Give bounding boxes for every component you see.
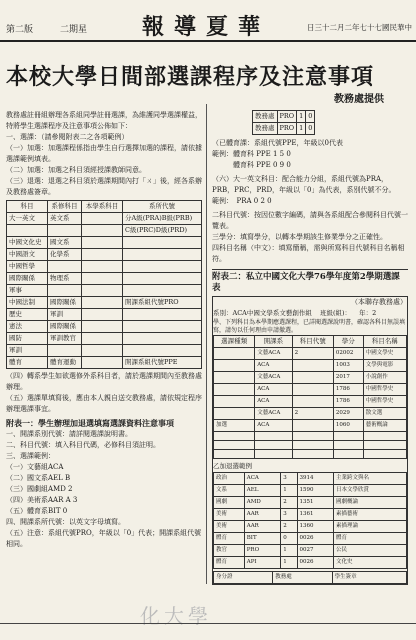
form2-cell: 1360 bbox=[297, 521, 333, 533]
course-table-cell bbox=[123, 273, 202, 285]
form2-row bbox=[214, 545, 407, 557]
form2-row bbox=[214, 533, 407, 545]
course-table-row bbox=[7, 285, 202, 297]
form2-cell: 美術 bbox=[214, 521, 245, 533]
course-table-row bbox=[7, 357, 202, 369]
note-line: 範例：體育科 PPE 1 5 0 bbox=[212, 150, 291, 158]
right-column bbox=[212, 110, 408, 585]
form-cell: 02002 bbox=[333, 348, 363, 360]
form-row bbox=[214, 432, 407, 441]
form-header-cell: 開課系 bbox=[255, 336, 292, 348]
course-table-cell: 物理系 bbox=[48, 273, 82, 285]
table-header-cell: 系所代號 bbox=[123, 201, 202, 213]
form-row bbox=[214, 441, 407, 450]
note-line: 三學分：填寫學分，以轉本學期該生修業學分之正確性。 bbox=[212, 233, 387, 241]
form-cell bbox=[214, 384, 255, 396]
course-table-row bbox=[7, 321, 202, 333]
form-cell: 1003 bbox=[333, 360, 363, 372]
form-table bbox=[213, 335, 407, 459]
form-cell bbox=[214, 372, 255, 384]
form2-cell: 體育 bbox=[214, 533, 245, 545]
course-table-cell bbox=[81, 261, 122, 273]
article-headline: 本校大學日間部選課程序及注意事項 bbox=[6, 64, 375, 90]
form-meta bbox=[213, 308, 407, 319]
form-cell bbox=[255, 441, 292, 450]
form-cell bbox=[292, 420, 333, 432]
course-table-row bbox=[7, 273, 202, 285]
form2-cell: 素描藝術 bbox=[334, 509, 407, 521]
form2-title: 乙加退選範例 bbox=[213, 462, 252, 470]
form-cell: 1786 bbox=[333, 396, 363, 408]
sign-cell: 學生簽章 bbox=[332, 572, 406, 584]
form-row bbox=[214, 408, 407, 420]
masthead-date: 日三十二月二年七十七國民華中 bbox=[307, 23, 412, 32]
course-table-cell bbox=[123, 261, 202, 273]
right-top-table-cell: 0 bbox=[306, 111, 315, 123]
form-cell bbox=[255, 432, 292, 441]
course-table-cell: 分A級(PRA)B級(PRB) bbox=[123, 213, 202, 225]
form2-cell: 3914 bbox=[297, 473, 333, 485]
right-top-table-cell: 0 bbox=[306, 123, 315, 135]
course-table-cell: 軍訓教官 bbox=[48, 333, 82, 345]
form-row bbox=[214, 450, 407, 459]
course-table-cell bbox=[123, 333, 202, 345]
course-table-cell bbox=[81, 333, 122, 345]
form-cell bbox=[214, 441, 255, 450]
form-cell: ACA bbox=[255, 360, 292, 372]
section-items bbox=[6, 528, 202, 550]
form2-row bbox=[214, 509, 407, 521]
form2-row bbox=[214, 521, 407, 533]
form-header-cell: 科目名稱 bbox=[363, 336, 406, 348]
sign-cell: 教務處 bbox=[273, 572, 332, 584]
form-dept: 系別：ACA中國文學系文藝創作組 bbox=[213, 309, 312, 317]
course-table-cell bbox=[81, 321, 122, 333]
form2-cell: 1351 bbox=[297, 497, 333, 509]
right-notes-2 bbox=[212, 174, 408, 207]
note-line: （已體育課：系組代號PPE，年級以0代表 bbox=[212, 139, 343, 147]
form-stamp: （本聯存教務處） bbox=[351, 298, 407, 306]
form2-cell: AAR bbox=[244, 521, 281, 533]
form2-cell: 0026 bbox=[297, 557, 333, 569]
form-cell bbox=[292, 372, 333, 384]
course-table-cell bbox=[123, 237, 202, 249]
course-table-cell: 國際關係 bbox=[48, 321, 82, 333]
course-table-header bbox=[7, 201, 202, 213]
course-table-cell: 中國文化史 bbox=[7, 237, 48, 249]
course-table-cell bbox=[123, 285, 202, 297]
form2-cell: 文系 bbox=[214, 485, 245, 497]
course-table-cell: 大一英文 bbox=[7, 213, 48, 225]
right-top-table bbox=[252, 110, 315, 135]
form-cell bbox=[214, 348, 255, 360]
form2-table bbox=[213, 472, 407, 569]
section-items bbox=[6, 429, 202, 528]
course-table-row bbox=[7, 333, 202, 345]
right-top-table-cell: PRO bbox=[277, 111, 297, 123]
note-line: 範例： PRA 0 2 0 bbox=[212, 197, 272, 205]
intro-paragraphs bbox=[6, 110, 202, 198]
form-cell: 1786 bbox=[333, 384, 363, 396]
section-item: （五）注意：系組代號PRO，年級以「0」代表；開課系組代號相同。 bbox=[6, 529, 202, 548]
form-cell bbox=[214, 360, 255, 372]
form2-row bbox=[214, 485, 407, 497]
form2-cell: 2 bbox=[281, 521, 297, 533]
left-column bbox=[6, 110, 202, 550]
left-note: （五）選課單填寫後，應由本人親自送交教務處，請依規定程序辦理選課事宜。 bbox=[6, 394, 202, 413]
form2-cell: 3 bbox=[281, 473, 297, 485]
course-table-cell: 中國語文 bbox=[7, 249, 48, 261]
form-cell: 加選 bbox=[214, 420, 255, 432]
course-table-cell bbox=[123, 309, 202, 321]
course-table-cell bbox=[48, 225, 82, 237]
form-cell: 2 bbox=[292, 348, 333, 360]
course-table-cell bbox=[81, 297, 122, 309]
right-top-table-cell: PRO bbox=[277, 123, 297, 135]
course-table-cell bbox=[123, 249, 202, 261]
form-cell: 文學與電影 bbox=[363, 360, 406, 372]
course-table-cell bbox=[81, 213, 122, 225]
course-table-cell: 中國法制 bbox=[7, 297, 48, 309]
form-cell bbox=[214, 432, 255, 441]
masthead-title: 報導夏華 bbox=[142, 14, 271, 40]
page-footer bbox=[0, 623, 416, 640]
form-cell: 文藝ACA bbox=[255, 372, 292, 384]
section-item: 二、科目代號：填入科目代碼，必修科目須註明。 bbox=[6, 441, 160, 449]
intro-line: （三）退選：退選之科目須於選課期間內打「ㄨ」後，經各系辦及教務處簽章。 bbox=[6, 177, 202, 196]
right-top-table-cell: 1 bbox=[297, 111, 306, 123]
note-line: 二科目代號：按因位數字編碼，請與各系組配合參閱科目代號一覽表。 bbox=[212, 211, 408, 230]
course-table-cell: 開課系組代號PRO bbox=[123, 297, 202, 309]
course-table-cell: 開課系組代號PPE bbox=[123, 357, 202, 369]
sign-cell: 身分證 bbox=[214, 572, 273, 584]
right-top-table-row bbox=[253, 123, 315, 135]
form2-cell: AMD bbox=[244, 497, 281, 509]
form-row bbox=[214, 372, 407, 384]
course-table-row bbox=[7, 237, 202, 249]
form-cell bbox=[292, 396, 333, 408]
course-table-row bbox=[7, 225, 202, 237]
section-title: 附表一：學生辦理加退選填寫選課資料注意事項 bbox=[6, 418, 174, 428]
form-cell bbox=[292, 360, 333, 372]
form2-cell: 美術 bbox=[214, 509, 245, 521]
form2-cell: 日本文學欣賞 bbox=[334, 485, 407, 497]
course-table-cell bbox=[48, 261, 82, 273]
form-cell bbox=[333, 450, 363, 459]
form2-cell: 1 bbox=[281, 485, 297, 497]
right-notes-3 bbox=[212, 210, 408, 265]
right-top-table-cell: 教務處 bbox=[253, 123, 278, 135]
form-row bbox=[214, 396, 407, 408]
form-header-row bbox=[214, 336, 407, 348]
section-item: （三）國劇組AMD 2 bbox=[6, 485, 73, 493]
form2-cell: 主業跨文與名 bbox=[334, 473, 407, 485]
form-header-cell: 科目代號 bbox=[292, 336, 333, 348]
form-cell: ACA bbox=[255, 396, 292, 408]
column-divider bbox=[206, 104, 207, 584]
form-cell: 文藝ACA bbox=[255, 348, 292, 360]
form-header-cell: 學分 bbox=[333, 336, 363, 348]
course-table-cell: 英文系 bbox=[48, 213, 82, 225]
form2-cell: 素描理論 bbox=[334, 521, 407, 533]
form-cell: ACA bbox=[255, 420, 292, 432]
form2-row bbox=[214, 473, 407, 485]
section-item: 四、開課系所代號：以英文字母填寫。 bbox=[6, 518, 125, 526]
course-table-row bbox=[7, 213, 202, 225]
form-cell: 中國哲學史 bbox=[363, 396, 406, 408]
sign-table bbox=[213, 571, 407, 584]
course-table-cell: C級(PRC)D級(PRD) bbox=[123, 225, 202, 237]
course-table-cell bbox=[48, 285, 82, 297]
section-item: 三、選課範例： bbox=[6, 452, 55, 460]
course-table-row bbox=[7, 249, 202, 261]
table-header-cell: 本學系科目 bbox=[81, 201, 122, 213]
form-cell bbox=[363, 432, 406, 441]
course-table-cell: 憲法 bbox=[7, 321, 48, 333]
form-cell: 散文選 bbox=[363, 408, 406, 420]
form-note: 學、下列科目為本學期應選課程，已詳閱選課說明書，確認各科目無誤填寫，請勿以任何理由申請撤選。 bbox=[213, 319, 406, 334]
form-cell: 1060 bbox=[333, 420, 363, 432]
course-table-cell: 軍事 bbox=[7, 285, 48, 297]
form2-cell: 文化史 bbox=[334, 557, 407, 569]
article-byline: 教務處提供 bbox=[334, 94, 384, 105]
course-table-cell: 體育運動 bbox=[48, 357, 82, 369]
form-row bbox=[214, 420, 407, 432]
form-cell: 2017 bbox=[333, 372, 363, 384]
course-table-cell: 軍訓 bbox=[7, 345, 48, 357]
course-table-cell bbox=[81, 357, 122, 369]
form2-cell: PRO bbox=[244, 545, 281, 557]
course-table-cell bbox=[81, 273, 122, 285]
intro-line: 教務處註冊組辦理各系組同學註冊選課，為維護同學選課權益，特將學生選課程序及注意事項公佈如下： bbox=[6, 111, 202, 130]
form2-cell: 0 bbox=[281, 533, 297, 545]
course-table-cell bbox=[81, 309, 122, 321]
form2-cell: 0026 bbox=[297, 533, 333, 545]
masthead-issue: 二期星 bbox=[60, 25, 88, 35]
form-cell bbox=[255, 450, 292, 459]
right-notes-1 bbox=[212, 138, 408, 171]
course-table-cell bbox=[7, 225, 48, 237]
form2-cell: BIT bbox=[244, 533, 281, 545]
form-cell bbox=[214, 396, 255, 408]
form-cell: 小說創作 bbox=[363, 372, 406, 384]
course-selection-form bbox=[212, 296, 408, 585]
right-top-table-cell: 1 bbox=[297, 123, 306, 135]
course-table-cell bbox=[81, 285, 122, 297]
form2-cell: 0027 bbox=[297, 545, 333, 557]
masthead-page-label: 第二版 bbox=[6, 25, 34, 35]
form2-cell: 1361 bbox=[297, 509, 333, 521]
section-item: （二）國文系AEL B bbox=[6, 474, 71, 482]
form-cell bbox=[363, 441, 406, 450]
course-table-cell: 軍訓 bbox=[48, 309, 82, 321]
course-table-cell bbox=[48, 345, 82, 357]
form2-row bbox=[214, 557, 407, 569]
form2-cell: 2 bbox=[281, 497, 297, 509]
course-table-cell: 國際關係 bbox=[7, 273, 48, 285]
form2-cell: 1590 bbox=[297, 485, 333, 497]
course-table-cell bbox=[123, 345, 202, 357]
form-cell bbox=[333, 441, 363, 450]
form-cell: 2 bbox=[292, 408, 333, 420]
form-cell: 文藝ACA bbox=[255, 408, 292, 420]
form2-cell: 政治 bbox=[214, 473, 245, 485]
form2-cell: 1 bbox=[281, 545, 297, 557]
form-cell bbox=[363, 450, 406, 459]
form-cell: 2029 bbox=[333, 408, 363, 420]
form2-cell: AEL bbox=[244, 485, 281, 497]
form-cell: 中國文學史 bbox=[363, 348, 406, 360]
left-note: （四）轉系學生如欲選修外系科目者，請於選課期間內至教務處辦理。 bbox=[6, 372, 202, 391]
course-table-cell: 化學系 bbox=[48, 249, 82, 261]
form2-cell: 公民 bbox=[334, 545, 407, 557]
form2-cell: AAR bbox=[244, 509, 281, 521]
course-table-cell bbox=[123, 321, 202, 333]
form-cell bbox=[292, 441, 333, 450]
form2-cell: 體育 bbox=[214, 557, 245, 569]
form-class: 班級(組)： bbox=[319, 309, 352, 317]
note-line: 四科目名稱（中文）：填寫簡稱，需與所寫科目代號科目名稱相符。 bbox=[212, 244, 405, 263]
course-table-cell bbox=[81, 237, 122, 249]
form-cell: 藝術概論 bbox=[363, 420, 406, 432]
course-table-cell: 國際關係 bbox=[48, 297, 82, 309]
intro-line: （二）加選：加選之科目須經授課教師同意。 bbox=[6, 166, 146, 174]
form-cell bbox=[333, 432, 363, 441]
attachment-title: 附表二：私立中國文化大學76學年度第2學期選課表 bbox=[212, 269, 408, 294]
form2-cell: 教官 bbox=[214, 545, 245, 557]
course-table-cell bbox=[81, 345, 122, 357]
form-cell bbox=[292, 450, 333, 459]
form-grade: 年：2 bbox=[359, 309, 377, 317]
form2-cell: 體育 bbox=[334, 533, 407, 545]
form2-cell: 國劇 bbox=[214, 497, 245, 509]
course-table-cell: 國防 bbox=[7, 333, 48, 345]
section-item: 一、開課系別代號：請詳閱選課說明書。 bbox=[6, 430, 132, 438]
course-table-row bbox=[7, 309, 202, 321]
course-table bbox=[6, 200, 202, 369]
intro-line: 一、選課：（請參閱附表二之各項範例） bbox=[6, 133, 129, 141]
form-cell bbox=[214, 450, 255, 459]
form-cell: ACA bbox=[255, 384, 292, 396]
form-cell bbox=[292, 432, 333, 441]
form2-cell: 3 bbox=[281, 509, 297, 521]
course-table-cell: 中國哲學 bbox=[7, 261, 48, 273]
note-line: （六）大一英文科目：配合能力分組，系組代號為PRA，PRB，PRC，PRD，年級以「0」為代表，系別代號不分。 bbox=[212, 175, 396, 194]
form2-cell: 1 bbox=[281, 557, 297, 569]
form-row bbox=[214, 360, 407, 372]
course-table-cell bbox=[81, 249, 122, 261]
form-header-cell: 選課種類 bbox=[214, 336, 255, 348]
course-table-cell bbox=[81, 225, 122, 237]
form-cell: 中國哲學史 bbox=[363, 384, 406, 396]
form2-cell: 國劇概論 bbox=[334, 497, 407, 509]
table-header-cell: 系修科目 bbox=[48, 201, 82, 213]
form-cell bbox=[292, 384, 333, 396]
section-item: （一）文藝組ACA bbox=[6, 463, 64, 471]
section-item: （五）體育系BIT 0 bbox=[6, 507, 68, 515]
right-top-table-row bbox=[253, 111, 315, 123]
form2-row bbox=[214, 497, 407, 509]
masthead bbox=[0, 4, 416, 42]
course-table-cell: 體育 bbox=[7, 357, 48, 369]
form2-cell: ACA bbox=[244, 473, 281, 485]
course-table-row bbox=[7, 297, 202, 309]
note-line: 體育科 PPE 0 9 0 bbox=[212, 161, 291, 169]
form-cell bbox=[214, 408, 255, 420]
form2-cell: API bbox=[244, 557, 281, 569]
course-table-row bbox=[7, 345, 202, 357]
right-top-table-cell: 教務處 bbox=[253, 111, 278, 123]
intro-line: （一）加選：加選課程係指由學生自行選擇加選的課程，請依據選課範例填表。 bbox=[6, 144, 202, 163]
course-table-cell: 歷史 bbox=[7, 309, 48, 321]
form-row bbox=[214, 348, 407, 360]
course-table-cell: 國文系 bbox=[48, 237, 82, 249]
section-item: （四）美術系AAR A 3 bbox=[6, 496, 78, 504]
table-header-cell: 科目 bbox=[7, 201, 48, 213]
form-row bbox=[214, 384, 407, 396]
course-table-row bbox=[7, 261, 202, 273]
watermark: 化大學 bbox=[140, 604, 212, 628]
